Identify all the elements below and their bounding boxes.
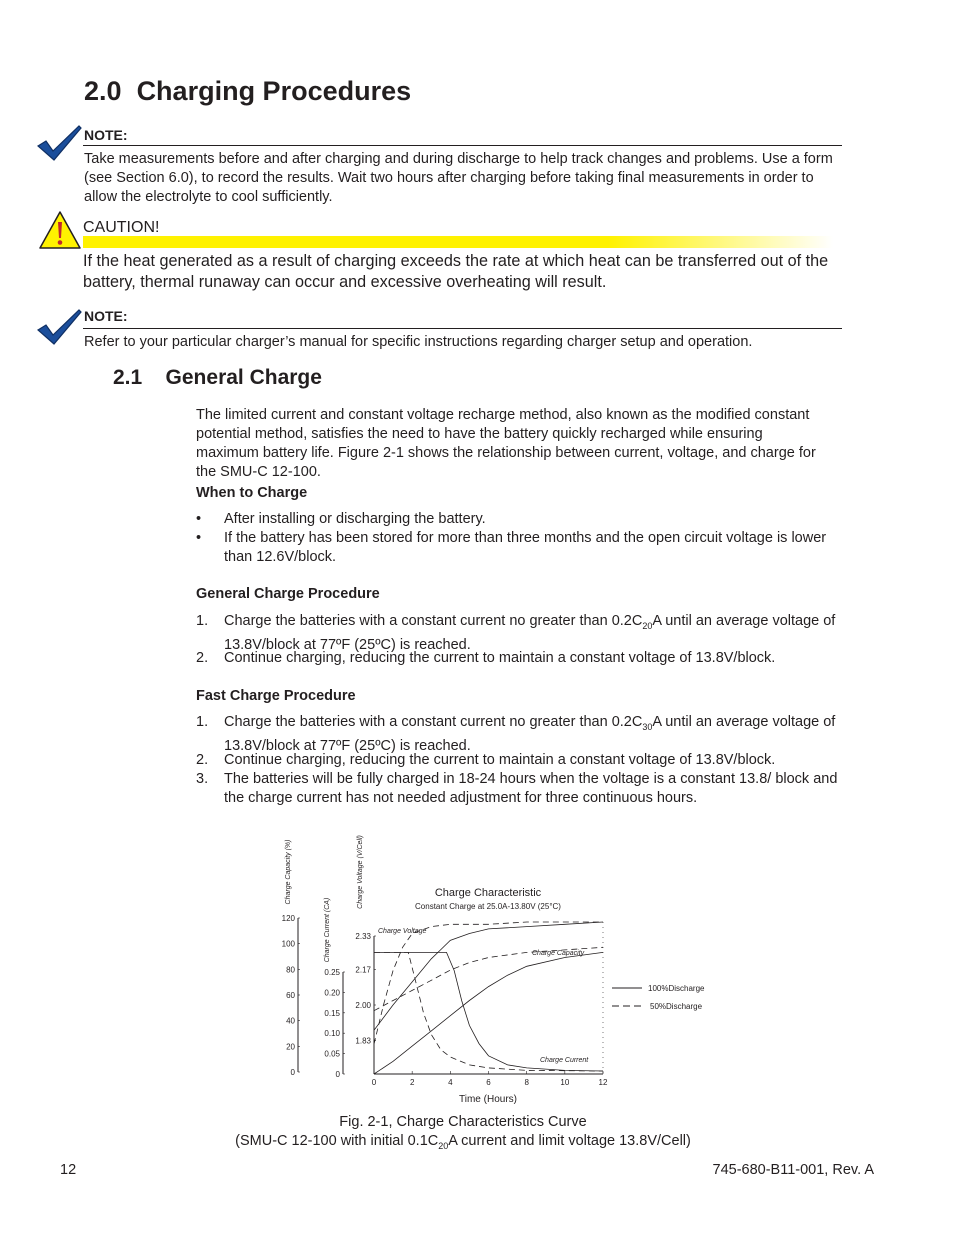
note-label: NOTE: <box>84 308 128 324</box>
y-axis-label: Charge Current (CA) <box>324 897 331 963</box>
y-tick-label: 40 <box>286 1016 295 1026</box>
y-tick-label: 80 <box>286 965 295 975</box>
list-item: 1. Charge the batteries with a constant current no greater than $0.2C_{30}A$ until an average voltage of 13.8V/block at 77ºF (25ºC) is reached. <box>196 714 836 754</box>
x-tick-label: 4 <box>448 1078 453 1087</box>
y-tick-label: 0.20 <box>324 988 340 998</box>
fast-charge-heading: Fast Charge Procedure <box>196 688 356 704</box>
charge-characteristics-chart <box>270 822 730 1112</box>
checkmark-icon <box>36 308 82 348</box>
x-tick-label: 2 <box>409 1078 415 1087</box>
caution-bar <box>83 236 833 248</box>
y-tick-label: 2.17 <box>355 965 371 975</box>
note-rule <box>83 328 842 329</box>
x-tick-label: 6 <box>486 1078 491 1087</box>
series-line-voltage-dashed <box>374 922 603 1044</box>
list-item: 1. Charge the batteries with a constant current no greater than $0.2C_{20}A$ until an average voltage of 13.8V/block at 77ºF (25ºC) is reached. <box>196 613 836 653</box>
list-item: 2. Continue charging, reducing the current to maintain a constant voltage of 13.8V/block. <box>196 650 776 666</box>
note-text: Take measurements before and after charging and during discharge to help track changes and problems. Use a form (see Section 6.0), to record the results. Wait two hours after charging before taking final measurements in order to allow the electrolyte to cool sufficiently. <box>84 151 833 205</box>
y-tick-label: 2.33 <box>355 932 371 941</box>
x-tick-label: 0 <box>371 1078 377 1087</box>
list-item: 2. Continue charging, reducing the current to maintain a constant voltage of 13.8V/block. <box>196 752 776 768</box>
y-tick-label: 120 <box>281 914 295 923</box>
y-tick-label: 100 <box>281 939 295 949</box>
list-item: • If the battery has been stored for more than three months and the open circuit voltage is lower than 12.6V/block. <box>196 530 827 565</box>
x-tick-label: 8 <box>524 1078 529 1087</box>
y-tick-label: 20 <box>286 1042 295 1052</box>
general-charge-heading: General Charge Procedure <box>196 586 380 602</box>
curve-label-voltage: Charge Voltage <box>378 928 427 935</box>
y-tick-label: 1.83 <box>355 1036 371 1046</box>
x-tick-label: 10 <box>560 1078 570 1087</box>
series-line-current-solid <box>374 952 603 1071</box>
chart-subtitle: Constant Charge at 25.0A-13.80V (25°C) <box>415 902 561 911</box>
section-title: 2.1 General Charge <box>113 366 322 389</box>
x-tick-label: 12 <box>598 1078 608 1087</box>
list-item: • After installing or discharging the battery. <box>196 511 486 527</box>
warning-triangle-icon <box>38 209 82 251</box>
caution-label: CAUTION! <box>83 219 160 236</box>
page-number: 12 <box>60 1162 77 1178</box>
curve-label-capacity: Charge Capacity <box>532 950 585 957</box>
y-tick-label: 0.10 <box>324 1029 340 1039</box>
note-text: Refer to your particular charger’s manual for specific instructions regarding charger setup and operation. <box>84 334 753 350</box>
checkmark-icon <box>36 124 82 164</box>
y-tick-label: 0.25 <box>324 968 340 977</box>
legend-label: 50%Discharge <box>650 1002 703 1011</box>
x-axis-label: Time (Hours) <box>459 1094 517 1105</box>
document-number: 745-680-B11-001, Rev. A <box>712 1162 874 1178</box>
page-title: 2.0 Charging Procedures <box>84 76 412 106</box>
note-rule <box>83 145 842 146</box>
series-line-current-dashed <box>374 952 603 1071</box>
y-tick-label: 0.15 <box>324 1008 340 1018</box>
y-tick-label: 0 <box>335 1070 340 1079</box>
y-axis-label: Charge Capacity (%) <box>285 839 292 905</box>
list-item: 3. The batteries will be fully charged in 18-24 hours when the voltage is a constant 13.8/ block and the charge current has not needed adjustment for three continuous hours. <box>196 771 838 806</box>
y-tick-label: 2.00 <box>355 1001 371 1010</box>
legend-label: 100%Discharge <box>648 984 705 993</box>
y-axis-label: Charge Voltage (V/Cell) <box>357 835 364 909</box>
series-line-voltage-solid <box>374 922 603 1030</box>
note-label: NOTE: <box>84 127 128 143</box>
y-tick-label: 60 <box>286 991 295 1000</box>
chart-title: Charge Characteristic <box>434 887 542 899</box>
y-tick-label: 0.05 <box>324 1049 340 1059</box>
curve-label-current: Charge Current <box>540 1057 589 1064</box>
when-to-charge-heading: When to Charge <box>196 485 308 501</box>
caution-text: If the heat generated as a result of charging exceeds the rate at which heat can be transferred out of the battery, thermal runaway can occur and excessive overheating will result. <box>83 252 829 291</box>
figure-caption: Fig. 2-1, Charge Characteristics Curve (SMU-C 12-100 with initial $0.1C_{20}A$ current and limit voltage 13.8V/Cell) <box>235 1114 691 1151</box>
section-intro: The limited current and constant voltage recharge method, also known as the modified constant potential method, satisfies the need to have the battery quickly recharged while ensuring maximum battery life. Figure 2-1 shows the relationship between current, voltage, and charge for the SMU-C 12-100. <box>196 407 816 480</box>
y-tick-label: 0 <box>290 1068 295 1077</box>
